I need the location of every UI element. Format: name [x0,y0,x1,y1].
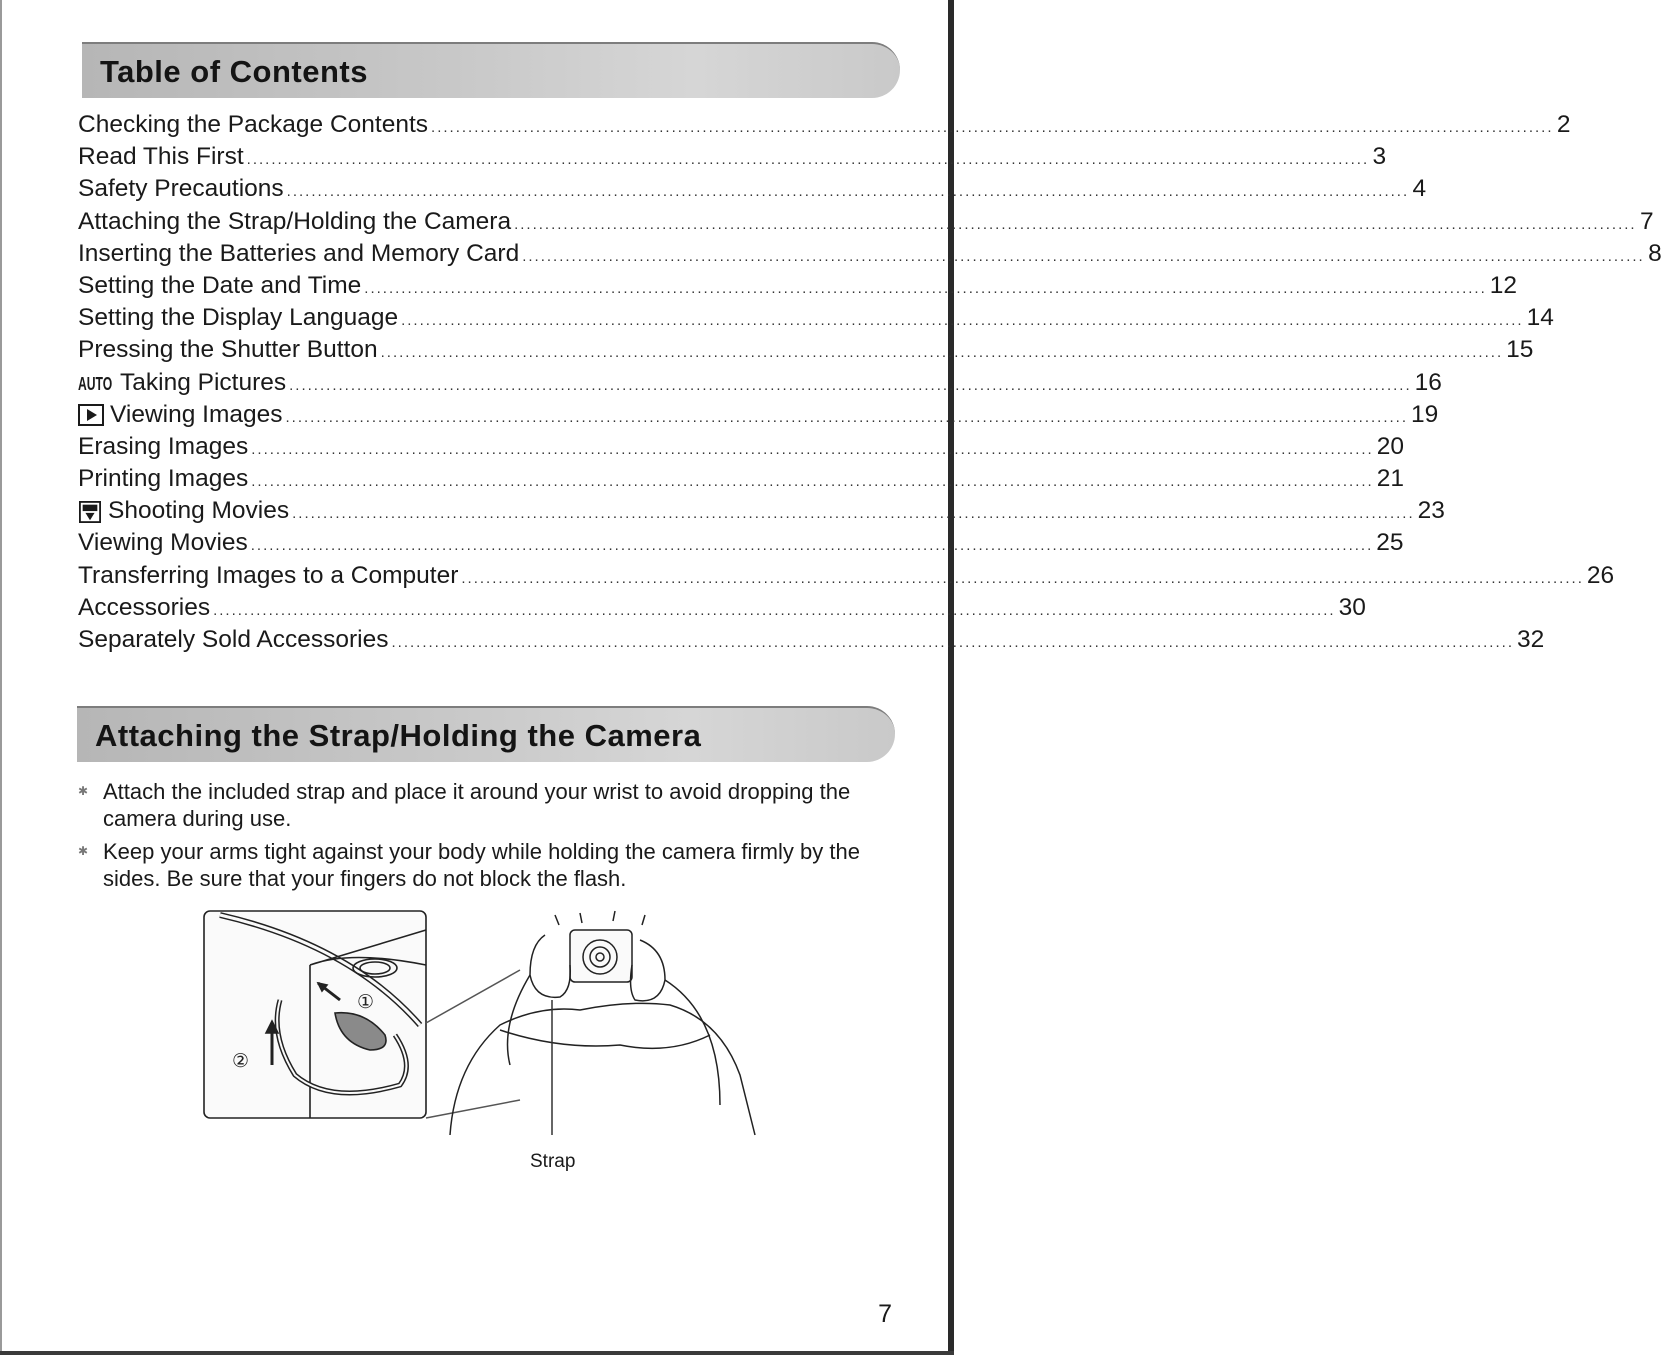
dot-leader [247,144,1369,176]
dot-leader [381,337,1503,369]
page-number: 7 [878,1300,892,1328]
dot-leader [289,370,1411,402]
toc-entry-page: 16 [1414,368,1442,396]
toc-entry-label [78,527,248,559]
person-holding-camera-illustration [426,911,755,1135]
toc-entry-label [78,238,519,270]
toc-entry-text: Transferring Images to a Computer [78,561,459,589]
toc-entry [78,270,1518,302]
scan-edge-left [0,0,2,1355]
dot-leader [431,112,1553,144]
dot-leader [251,466,1373,498]
toc-entry-page: 23 [1417,497,1445,525]
toc-entry-text: Erasing Images [78,432,249,460]
step-2-marker: ② [232,1050,250,1072]
toc-entry-text: Safety Precautions [78,175,284,203]
toc-entry [78,495,1445,527]
toc-entry-text: Pressing the Shutter Button [78,336,378,364]
scan-edge-bottom [0,1351,954,1355]
toc-entry-page: 32 [1516,626,1545,653]
toc-entry-label [78,367,286,399]
toc-entry-page: 26 [1586,561,1615,589]
toc-entry-text: Setting the Date and Time [78,271,362,299]
toc-entry [78,527,1404,559]
toc-title: Table of Contents [100,54,368,89]
movie-mode-icon [78,495,108,527]
toc-entry-label [78,302,398,334]
strap-instructions [77,778,897,898]
toc-header [82,42,900,98]
dot-leader [292,498,1414,530]
toc-entry-label [78,592,210,624]
toc-entry-label [78,495,289,527]
toc-entry-text: Checking the Package Contents [78,111,429,138]
bullet-mark: ✱ [78,844,89,858]
toc-entry [78,141,1387,173]
toc-entry-page: 2 [1556,111,1571,138]
toc-entry [78,431,1404,463]
toc-entry-text: Accessories [78,593,211,621]
toc-entry-text: Taking Pictures [120,368,287,396]
dot-leader [392,627,1514,659]
toc-entry [78,206,1654,238]
bullet-mark: ✱ [78,784,89,798]
toc-entry-text: Read This First [78,143,244,171]
dot-leader [251,530,1373,562]
toc-entry-label [78,431,248,463]
toc-entry-page: 12 [1489,271,1518,299]
toc-entry [78,367,1442,399]
toc-entry-text: Setting the Display Language [78,304,399,332]
toc-entry-label [78,463,248,495]
playback-icon [78,399,110,431]
toc-entry-label [78,399,283,431]
toc-entry-page: 4 [1412,175,1427,203]
toc-entry-page: 7 [1639,207,1654,235]
dot-leader [514,209,1636,241]
dot-leader [251,434,1373,466]
toc-entry-label [78,141,244,173]
toc-entry-text: Attaching the Strap/Holding the Camera [78,207,512,235]
dot-leader [364,273,1486,305]
toc-entry-page: 20 [1376,432,1404,460]
toc-entry-text: Viewing Images [110,400,283,428]
bullet-text: Keep your arms tight against your body while holding the camera firmly by the sides. Be sure that your fingers do not block the flash. [103,839,860,891]
toc-entry-text: Shooting Movies [108,497,290,525]
toc-entry-page: 14 [1526,304,1554,332]
toc-entry-page: 19 [1411,400,1439,428]
toc-entry-label [78,624,389,656]
toc-entry [78,463,1404,495]
bullet-item [77,778,897,832]
toc-entry [78,592,1366,624]
strap-section-header [77,706,895,762]
toc-entry-page: 3 [1372,143,1387,171]
step-1-marker: ① [357,991,375,1013]
toc-entry [78,624,1545,656]
dot-leader [213,595,1335,627]
strap-illustration [200,905,760,1155]
dot-leader [287,176,1409,208]
toc-entry-label [78,109,428,141]
dot-leader [401,305,1523,337]
strap-closeup-illustration [204,911,426,1118]
toc-entry-page: 30 [1338,593,1366,621]
bullet-item [77,838,897,892]
toc-entry-label [78,173,284,205]
toc-entry [78,302,1554,334]
dot-leader [522,241,1644,273]
toc-entry-text: Printing Images [78,465,249,493]
toc-entry-label [78,206,511,238]
toc-list [78,109,1662,656]
toc-entry-label [78,334,378,366]
toc-entry [78,173,1427,205]
toc-entry [78,334,1534,366]
auto-mode-icon [78,367,120,399]
toc-entry-page: 15 [1506,336,1534,364]
toc-entry-page: 25 [1376,529,1404,557]
toc-entry-text: Inserting the Batteries and Memory Card [78,239,520,267]
strap-section-title: Attaching the Strap/Holding the Camera [95,718,702,753]
toc-entry-page: 8 [1648,239,1662,267]
toc-entry [78,238,1662,270]
toc-entry-text: Viewing Movies [78,529,248,557]
strap-label: Strap [530,1151,576,1172]
toc-entry-page: 21 [1376,465,1404,493]
toc-entry [78,560,1615,592]
toc-entry [78,399,1439,431]
bullet-text: Attach the included strap and place it around your wrist to avoid dropping the camera during use. [103,779,851,831]
dot-leader [286,402,1408,434]
toc-entry-label [78,560,458,592]
toc-entry [78,109,1571,141]
svg-text:AUTO: AUTO [78,374,113,395]
toc-entry-label [78,270,361,302]
dot-leader [461,563,1583,595]
toc-entry-text: Separately Sold Accessories [78,626,389,653]
